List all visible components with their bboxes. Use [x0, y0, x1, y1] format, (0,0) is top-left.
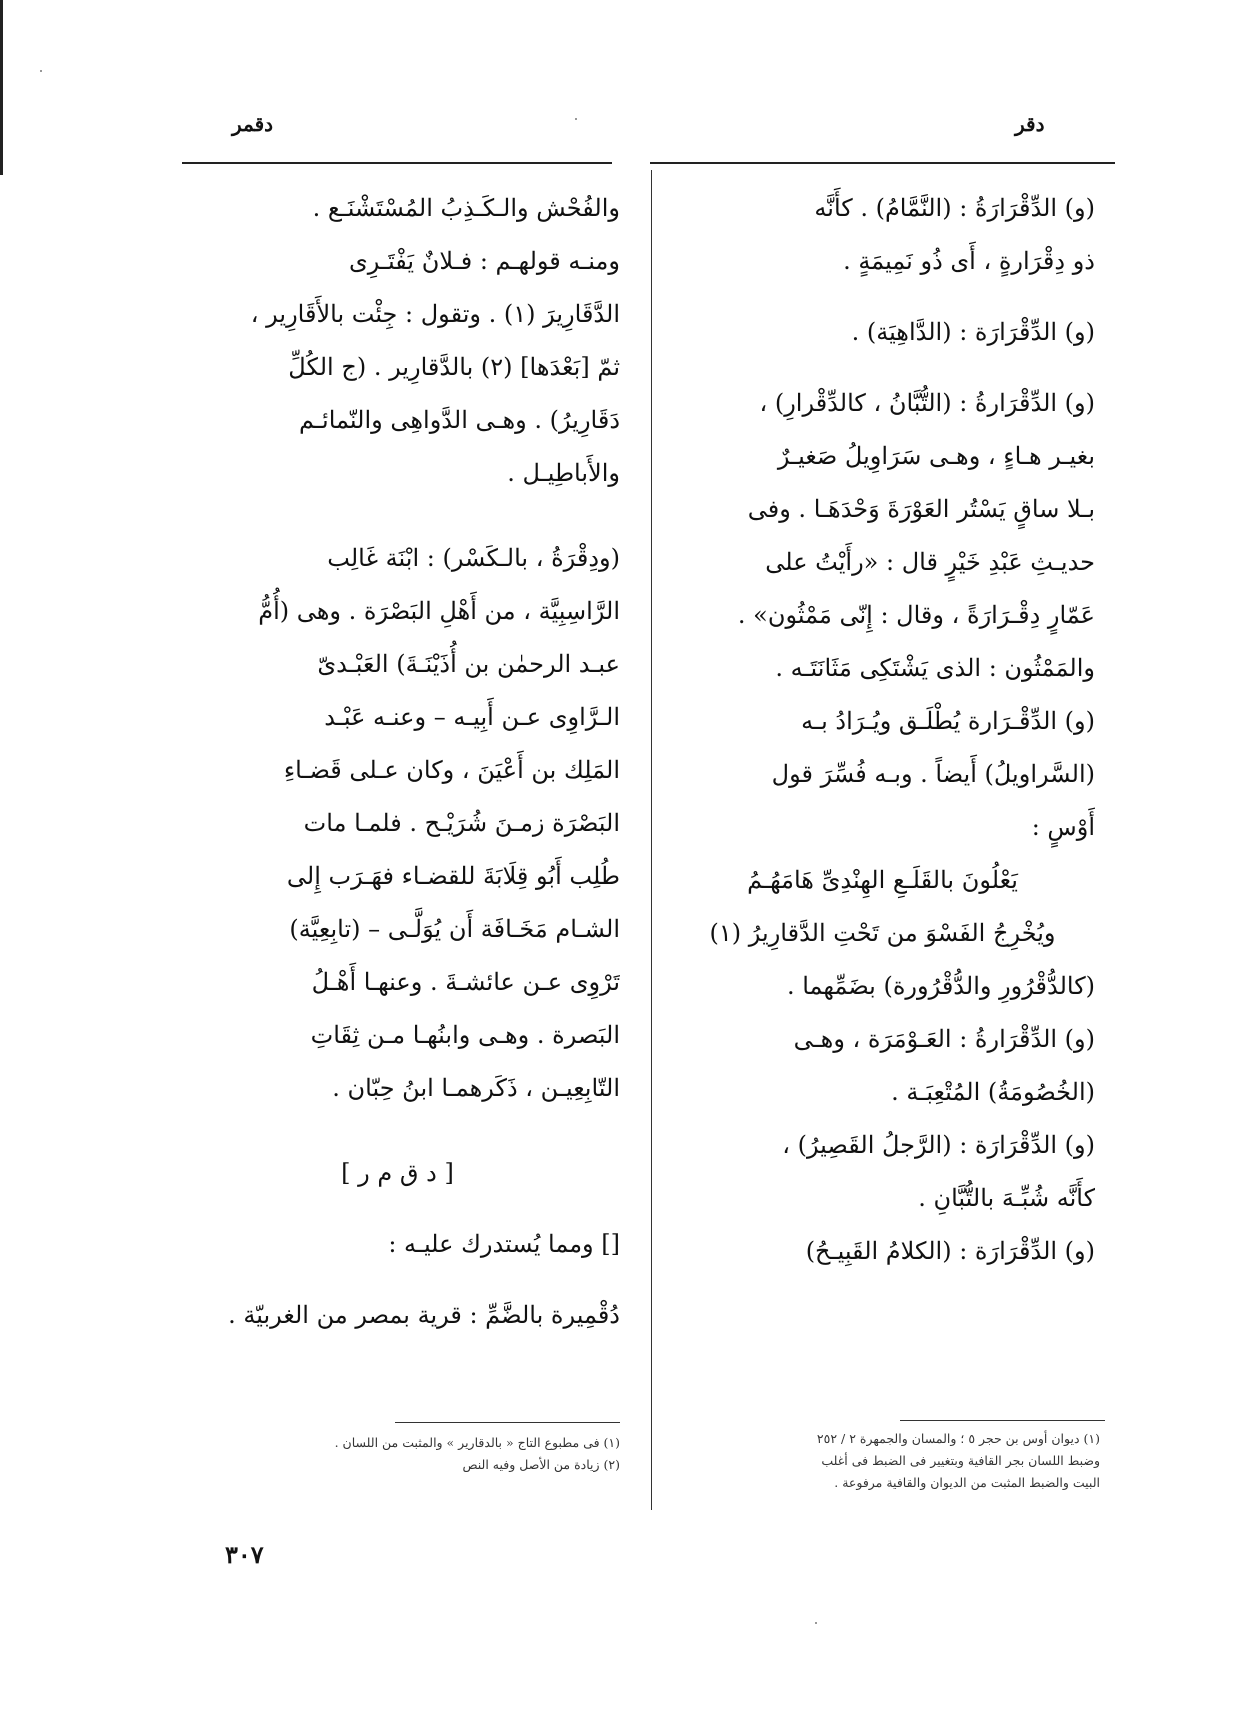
column-divider: [651, 170, 652, 1510]
text-line: ثمّ [بَعْدَها] (٢) بالدَّقارِير . (ج الكُلِّ: [288, 353, 620, 381]
text-line: والفُحْش والـكَـذِبُ المُسْتَشْنَـع .: [312, 194, 620, 222]
text-line: ذو دِقْرَارةٍ ، أَى ذُو نَمِيمَةٍ .: [843, 247, 1095, 275]
text-line: دُقْمِيرة بالضَّمِّ : قرية بمصر من الغربيّة .: [228, 1301, 620, 1329]
scan-edge-line: [0, 0, 3, 175]
text-line: البَصْرَة زمـنَ شُرَيْـح . فلمـا مات: [303, 809, 620, 837]
text-line: التّابِعِيـن ، ذَكَرهمـا ابنُ حِبّان .: [332, 1074, 620, 1102]
footnote-line: (١) فى مطبوع التاج « بالدقارير » والمثبت من اللسان .: [334, 1435, 620, 1450]
text-line: حديـثِ عَبْدِ خَيْرٍ قال : «رأَيْتُ على: [765, 548, 1095, 576]
footnote-rule-left: [395, 1422, 620, 1423]
text-line: (ودِقْرَةُ ، بالـكَسْر) : ابْنَة غَالِب: [327, 544, 620, 572]
text-line: ومنـه قولهـم : فـلانٌ يَفْتَـرِى: [348, 247, 620, 275]
section-heading: [ د ق م ر ]: [341, 1159, 454, 1187]
footnotes-right: [670, 1428, 1100, 1494]
footnote-line: البيت والضبط المثبت من الديوان والقافية مرفوعة .: [834, 1475, 1100, 1490]
text-line: (و) الدِّقْرَارَة : (الرَّجلُ القَصِيرُ) ،: [782, 1131, 1095, 1159]
text-line: بغيـر هـاءٍ ، وهـى سَرَاوِيلُ صَغيـرٌ: [777, 442, 1095, 470]
spacer: [670, 359, 1095, 377]
text-line: البَصرة . وهـى وابنُهـا مـن ثِقَاتِ: [310, 1021, 620, 1049]
text-line: (و) الدِّقْرَارةُ : العَـوْمَرَة ، وهـى: [793, 1025, 1095, 1053]
scan-speck: [40, 70, 42, 72]
text-line: (و) الدِّقْرَارةُ : (التُّبَّانُ ، كالدِّقْرارِ) ،: [759, 389, 1095, 417]
header-rule-right: [650, 162, 1115, 164]
text-line: (و) الدِّقْـرَارة يُطْلَـق ويُـرَادُ بـه: [801, 707, 1095, 735]
text-line: (كالدُّقْرُورِ والدُّقْرُورة) بضَمِّهما .: [786, 972, 1095, 1000]
text-line: (و) الدِّقْرَارَة : (الدَّاهِيَة) .: [851, 318, 1095, 346]
text-line: [] ومما يُستدرك عليـه :: [388, 1230, 620, 1258]
text-line: كأَنَّه شُبِّـهَ بالتُّبَّانِ .: [918, 1184, 1095, 1212]
left-text-column: [175, 182, 620, 1342]
spacer: [175, 500, 620, 532]
footnote-line: (٢) زيادة من الأصل وفيه النص: [462, 1457, 620, 1472]
verse-line: ويُخْرِجُ الفَسْوَ من تَحْتِ الدَّقارِيرُ (١): [709, 919, 1056, 947]
text-line: الرَّاسِبِيَّة ، من أَهْلِ البَصْرَة . وهى (أُمُّ: [258, 597, 620, 625]
footnote-line: وضبط اللسان بجر القافية وبتغيير فى الضبط فى أغلب: [821, 1453, 1100, 1468]
text-line: (و) الدِّقْرَارَة : (الكلامُ القَبِيـحُ): [805, 1237, 1095, 1265]
text-line: الدَّقَارِيرَ (١) . وتقول : جِئْت بالأَقَارِير ،: [250, 300, 620, 328]
text-line: والمَمْثُون : الذى يَشْتَكِى مَثَانَتَـه .: [775, 654, 1095, 682]
right-text-column: [670, 182, 1095, 1278]
text-line: أَوْسٍ :: [1031, 813, 1095, 841]
footnotes-left: [175, 1432, 620, 1476]
text-line: (السَّراويلُ) أَيضاً . وبـه فُسِّرَ قول: [771, 760, 1095, 788]
text-line: المَلِك بن أَعْيَنَ ، وكان عـلى قَضـاءِ: [283, 756, 620, 784]
header-rule-left: [182, 162, 612, 164]
text-line: (الخُصُومَةُ) المُتْعِبَـة .: [891, 1078, 1095, 1106]
spacer: [670, 288, 1095, 306]
spacer: [175, 1115, 620, 1147]
running-header-right: دقر: [1015, 112, 1045, 136]
text-line: طُلِب أَبُو قِلَابَةَ للقضـاء فهَـرَب إِلى: [286, 862, 620, 890]
page-number: ٣٠٧: [225, 1540, 264, 1569]
spacer: [175, 1271, 620, 1289]
text-line: الشـام مَخَـافَة أَن يُوَلَّـى – (تابِعِيَّة): [289, 915, 620, 943]
text-line: تَرْوِى عـن عائشـةَ . وعنهـا أَهْـلُ: [311, 968, 620, 996]
text-line: (و) الدِّقْرَارَةُ : (النَّمَّامُ) . كأَنَّه: [814, 194, 1095, 222]
footnote-line: (١) ديوان أوس بن حجر ٥ ؛ والمسان والجمهرة ٢ / ٢٥٢: [816, 1431, 1100, 1446]
text-line: بـلا ساقٍ يَسْتُر العَوْرَةَ وَحْدَهَـا . وفى: [747, 495, 1095, 523]
scan-speck: [815, 1622, 817, 1624]
verse-line: يَعْلُونَ بالقَلَـعِ الهِنْدِىِّ هَامَهُـمُ: [747, 866, 1018, 894]
spacer: [175, 1200, 620, 1218]
text-line: دَقَارِيرُ) . وهـى الدَّواهِى والنّمائـم: [299, 406, 620, 434]
running-header-left: دقمر: [232, 112, 274, 136]
scan-speck: [575, 118, 577, 120]
text-line: الـرَّاوِى عـن أَبِيـه – وعنـه عَبْـد: [324, 703, 620, 731]
text-line: عَمّارٍ دِقْـرَارَةً ، وقال : إِنّى مَمْثُون» .: [737, 601, 1095, 629]
text-line: والأَباطِيـل .: [507, 459, 620, 487]
footnote-rule-right: [900, 1420, 1105, 1421]
text-line: عبـد الرحمٰن بن أُذَيْنَـةَ) العَبْـدىّ: [317, 650, 620, 678]
